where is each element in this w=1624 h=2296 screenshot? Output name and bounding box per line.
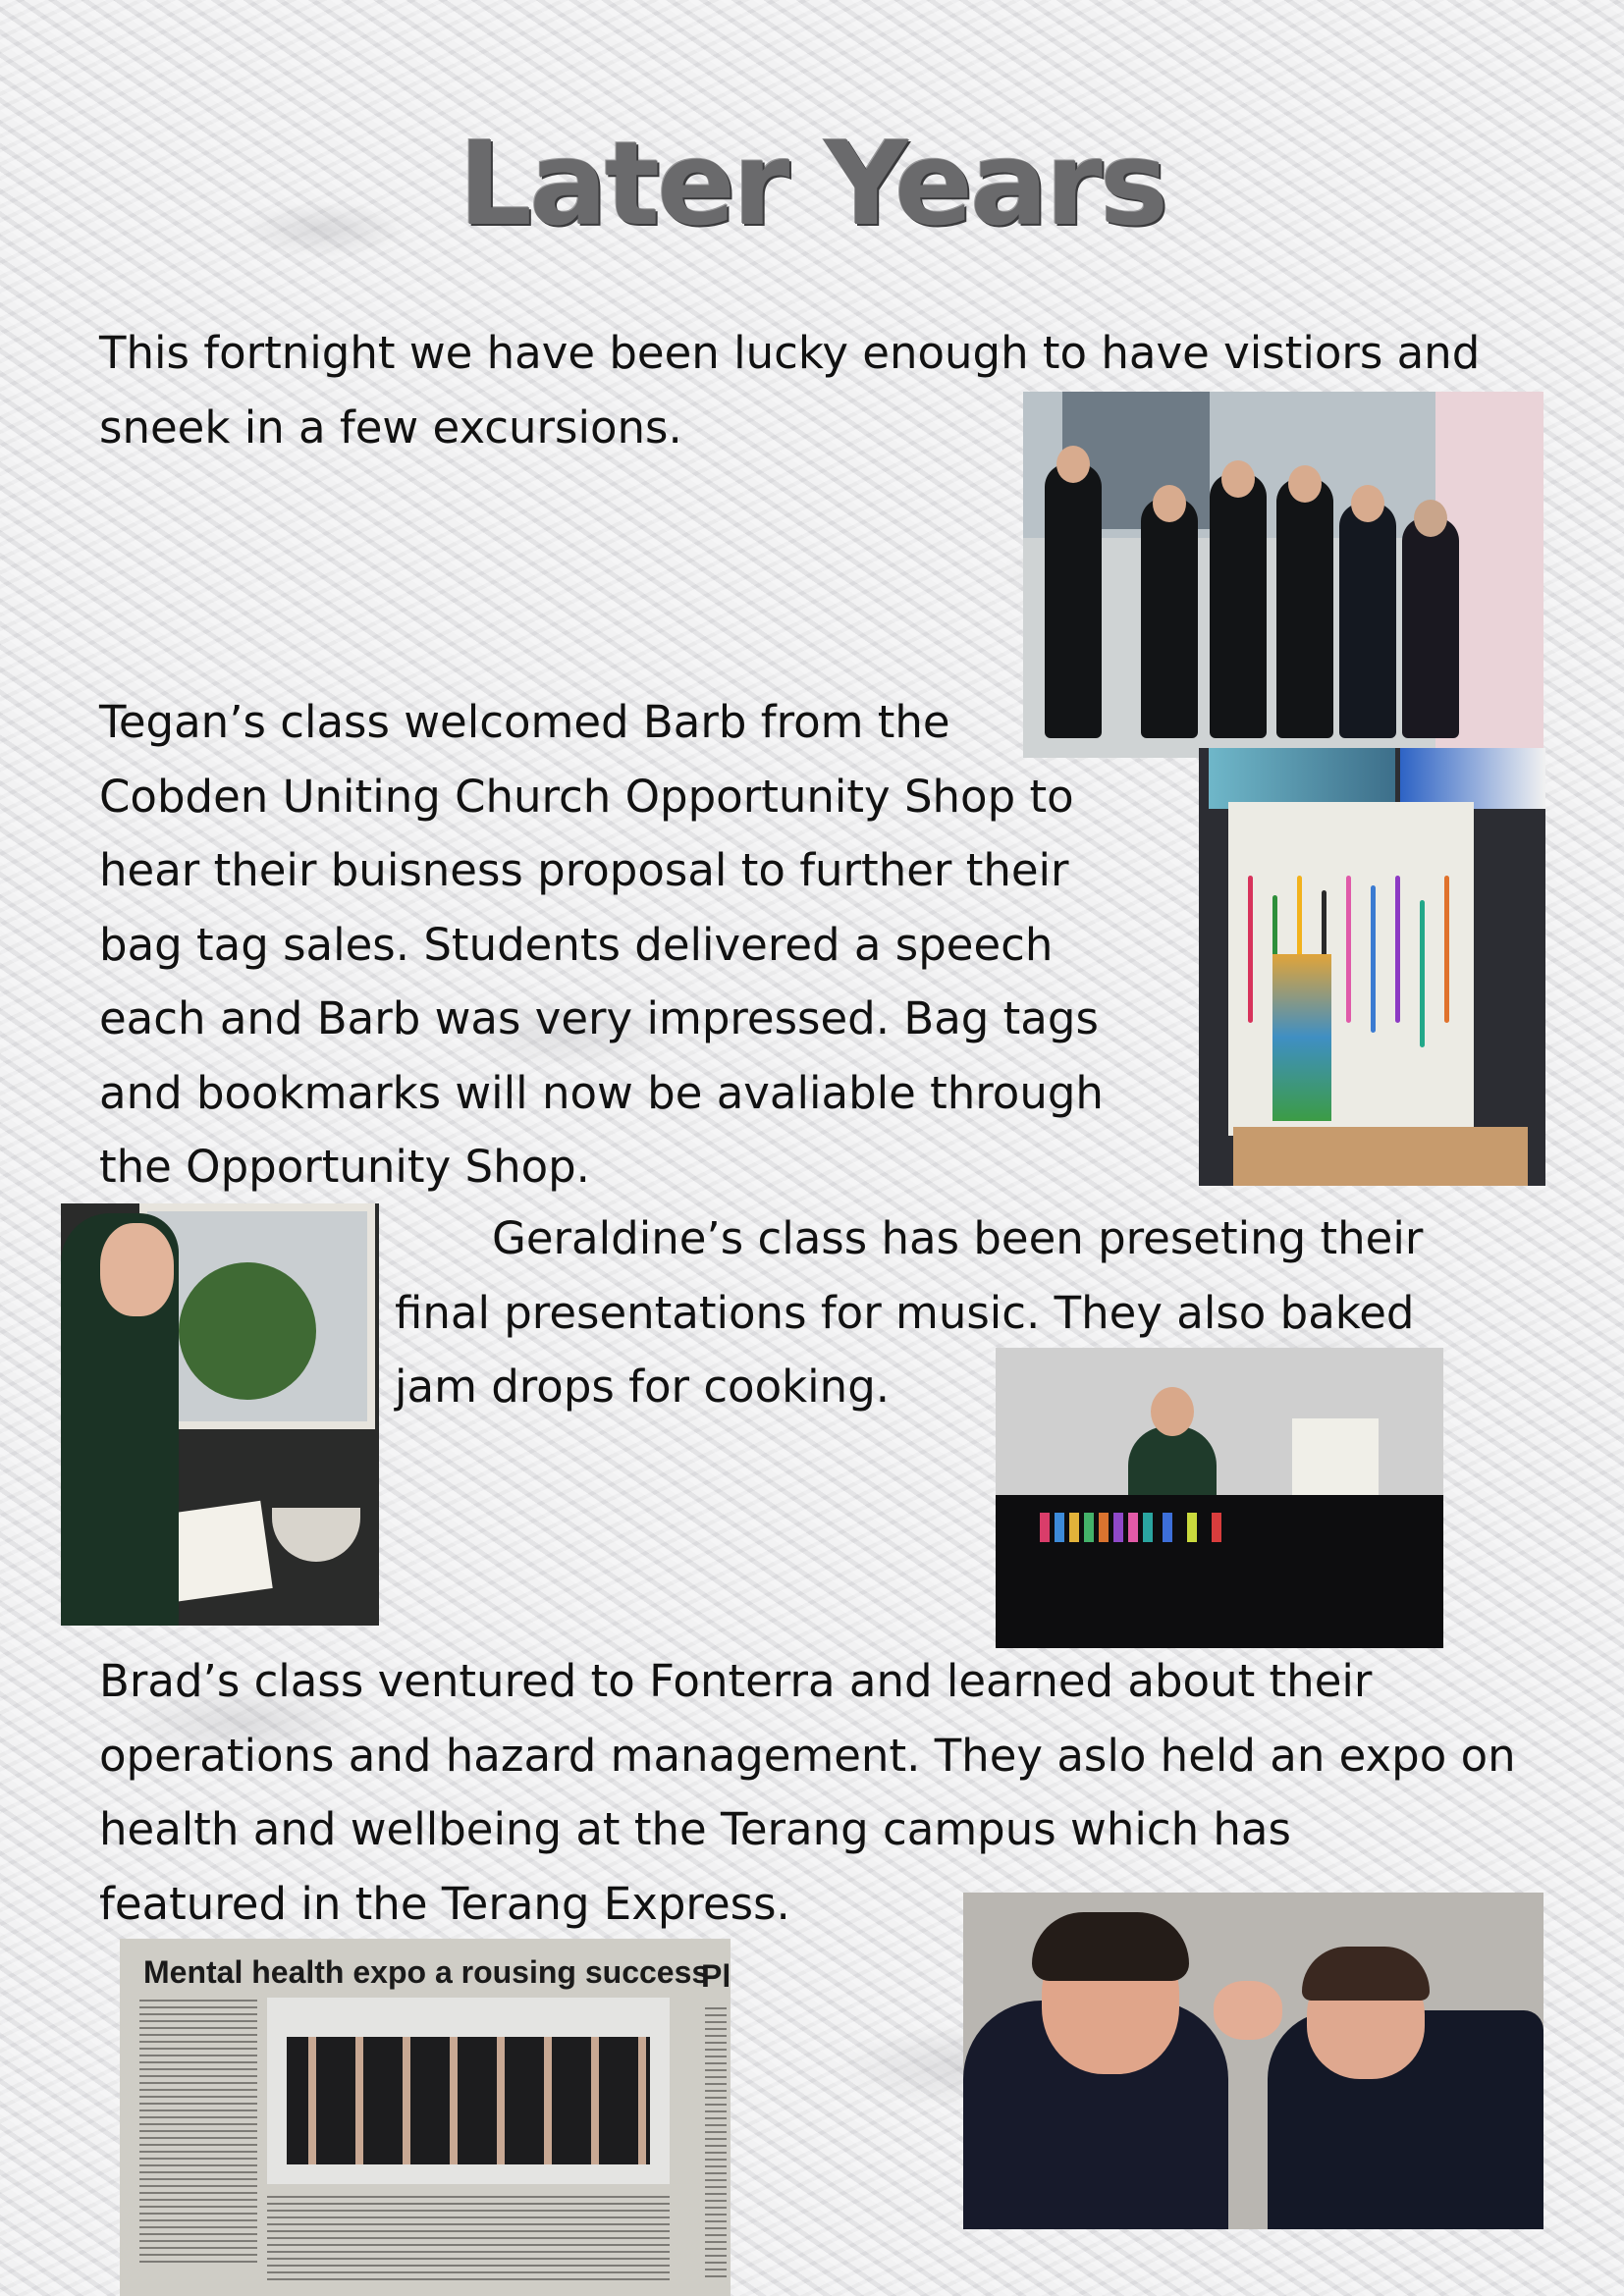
geraldine-line: Geraldine’s class has been preseting their — [492, 1212, 1424, 1264]
tegan-line: each and Barb was very impressed. Bag tags — [99, 992, 1099, 1044]
newspaper-group-photo — [267, 1998, 670, 2184]
brad-line: featured in the Terang Express. — [99, 1877, 790, 1930]
brad-line: health and wellbeing at the Terang campus which has — [99, 1803, 1291, 1855]
page-title: Later Years — [458, 116, 1166, 251]
photo-cooking-jam-drops — [61, 1203, 379, 1626]
tegan-line: bag tag sales. Students delivered a speech — [99, 918, 1054, 971]
newspaper-headline: Mental health expo a rousing success — [143, 1954, 710, 1990]
newspaper-adjacent-headline: Pl — [701, 1958, 731, 1994]
tegan-line: Cobden Uniting Church Opportunity Shop to — [99, 770, 1074, 823]
geraldine-line: final presentations for music. They also baked — [395, 1286, 1415, 1339]
photo-bookmarks-table — [996, 1348, 1443, 1648]
geraldine-line: jam drops for cooking. — [395, 1361, 891, 1413]
photo-bag-tags-display — [1199, 748, 1545, 1186]
tegan-line: Tegan’s class welcomed Barb from the — [99, 696, 950, 748]
brad-line: Brad’s class ventured to Fonterra and learned about their — [99, 1655, 1373, 1707]
tegan-line: hear their buisness proposal to further their — [99, 844, 1069, 896]
intro-line: sneek in a few excursions. — [99, 400, 682, 454]
photo-newspaper-clipping — [120, 1939, 731, 2296]
brad-line: operations and hazard management. They aslo held an expo on — [99, 1729, 1516, 1782]
photo-students-playing — [963, 1893, 1543, 2229]
tegan-paragraph — [99, 685, 1104, 1204]
tegan-line: the Opportunity Shop. — [99, 1141, 590, 1193]
intro-line: This fortnight we have been lucky enough to have vistiors and — [99, 327, 1481, 379]
tegan-line: and bookmarks will now be avaliable through — [99, 1066, 1104, 1119]
